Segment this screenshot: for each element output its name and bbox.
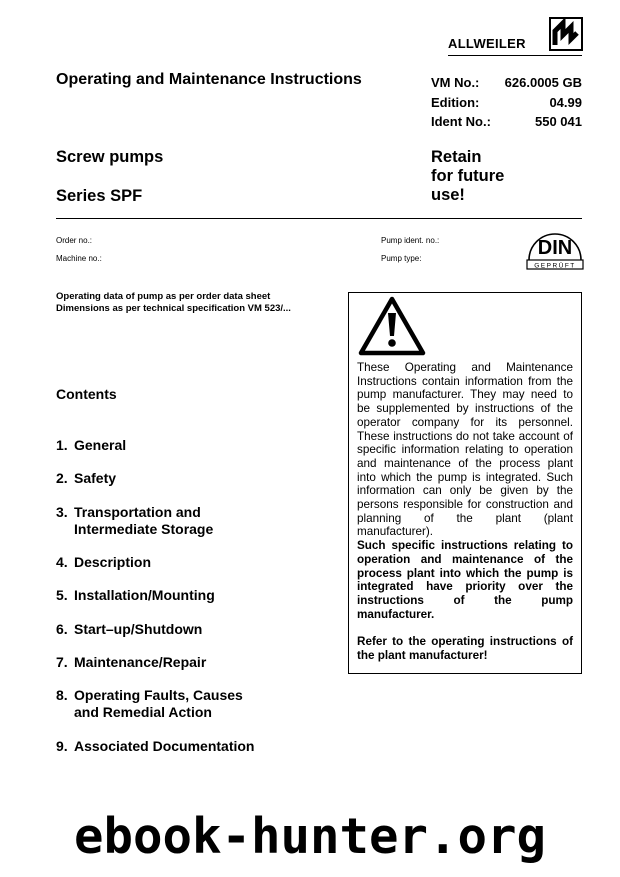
- toc-item-startup: [56, 621, 202, 638]
- din-approved-text: GEPRÜFT: [534, 262, 576, 270]
- toc-number: 4.: [56, 554, 68, 570]
- toc-item-general: [56, 437, 126, 454]
- toc-number: 3.: [56, 504, 68, 520]
- toc-item-installation: [56, 587, 215, 604]
- toc-label: Start–up/Shutdown: [74, 621, 203, 637]
- allweiler-logo-icon: [549, 17, 583, 51]
- contents-heading: Contents: [56, 386, 117, 402]
- document-title: Operating and Maintenance Instructions: [56, 71, 362, 88]
- toc-item-faults: [56, 687, 243, 721]
- toc-item-safety: [56, 470, 116, 487]
- edition-label: Edition:: [431, 95, 480, 110]
- toc-item-maintenance: [56, 654, 206, 671]
- machine-no-label: Machine no.:: [56, 254, 102, 263]
- toc-number: 2.: [56, 470, 68, 486]
- warning-refer-paragraph: Refer to the operating instructions of the plant manufacturer!: [357, 635, 573, 662]
- edition-value: 04.99: [549, 95, 582, 110]
- operating-data-note: [56, 291, 291, 315]
- din-text: DIN: [537, 237, 573, 259]
- brand-name: ALLWEILER: [448, 36, 526, 51]
- vm-no-value: 626.0005 GB: [504, 75, 582, 90]
- din-certification-mark: [526, 224, 584, 270]
- pump-type-label: Pump type:: [381, 254, 422, 263]
- product-series: Series SPF: [56, 187, 143, 205]
- retain-notice: Retain for future use!: [431, 148, 505, 204]
- section-rule: [56, 218, 582, 219]
- toc-label: Operating Faults, Causes and Remedial Action: [74, 687, 243, 720]
- ident-no-value: 550 041: [535, 114, 582, 129]
- din-mark-icon: [526, 224, 584, 270]
- vm-no-label: VM No.:: [431, 75, 480, 90]
- toc-item-description: [56, 554, 151, 571]
- toc-label: Maintenance/Repair: [74, 654, 207, 670]
- operating-data-line: Operating data of pump as per order data sheet: [56, 291, 271, 302]
- toc-label: Transportation and Intermediate Storage: [74, 504, 214, 537]
- toc-label: Safety: [74, 470, 117, 486]
- warning-text: [357, 361, 573, 662]
- toc-number: 9.: [56, 738, 68, 754]
- toc-label: Associated Documentation: [74, 738, 255, 754]
- ident-no-label: Ident No.:: [431, 114, 491, 129]
- toc-number: 6.: [56, 621, 68, 637]
- toc-item-transportation: [56, 504, 213, 538]
- header-rule: [448, 55, 582, 56]
- warning-triangle-icon: [358, 296, 426, 356]
- toc-number: 1.: [56, 437, 68, 453]
- toc-label: Installation/Mounting: [74, 587, 215, 603]
- toc-item-documentation: [56, 738, 254, 755]
- toc-label: General: [74, 437, 127, 453]
- order-no-label: Order no.:: [56, 236, 93, 245]
- toc-label: Description: [74, 554, 152, 570]
- toc-number: 7.: [56, 654, 68, 670]
- product-line: Screw pumps: [56, 148, 164, 166]
- warning-paragraph: These Operating and Maintenance Instructions contain information from the pump manufacturer. They may need to be supplemented by instructions of the operator company for its personnel. These instructions do not take account of specific information relating to operation and maintenance of the process plant into which the pump is integrated. Such information can only be given by the persons responsible for construction and planning of the plant (plant manufacturer).: [357, 361, 573, 539]
- toc-number: 8.: [56, 687, 68, 703]
- dimensions-line: Dimensions as per technical specification VM 523/...: [56, 303, 291, 314]
- pump-ident-no-label: Pump ident. no.:: [381, 236, 440, 245]
- warning-priority-paragraph: Such specific instructions relating to operation and maintenance of the process plant into which the pump is integrated have priority over the instructions of the pump manufacturer.: [357, 539, 573, 621]
- toc-number: 5.: [56, 587, 68, 603]
- watermark-text: ebook-hunter.org: [73, 808, 546, 865]
